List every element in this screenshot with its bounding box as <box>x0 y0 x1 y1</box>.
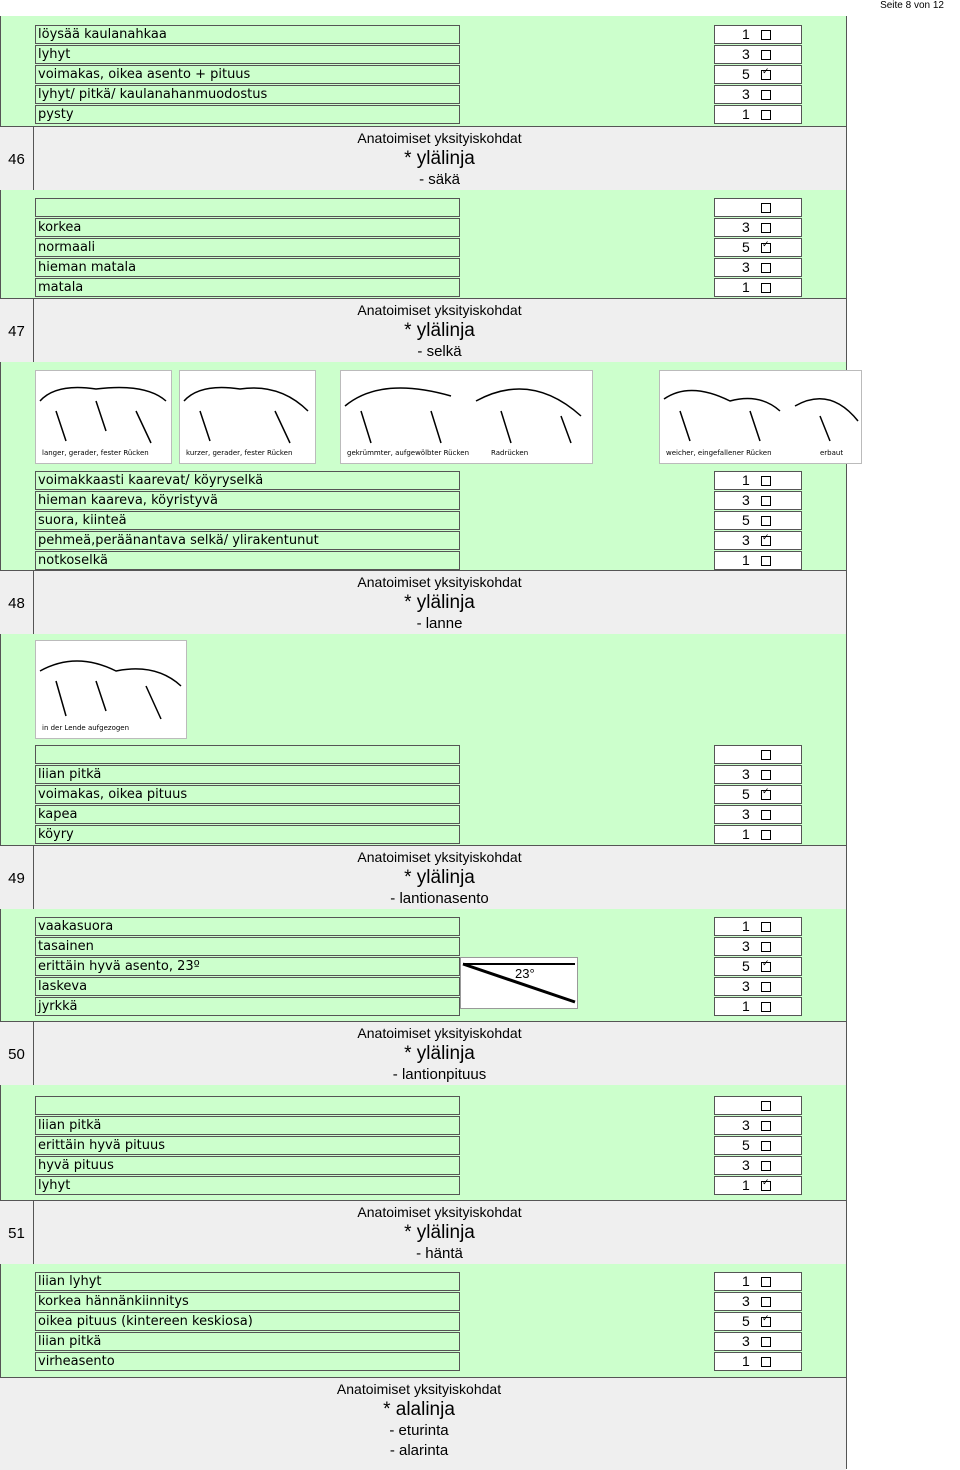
checkbox[interactable] <box>761 830 771 840</box>
option-label: laskeva <box>35 977 460 996</box>
header-title: Anatoimiset yksityiskohdat <box>357 574 522 590</box>
header-title: Anatoimiset yksityiskohdat <box>357 849 522 865</box>
loin-illustration <box>35 640 187 739</box>
croup-angle-diagram <box>460 957 578 1009</box>
checkbox[interactable] <box>761 750 771 760</box>
option-list <box>35 470 460 570</box>
score-row <box>714 1176 802 1195</box>
options-section-48 <box>0 634 846 845</box>
score-value: 3 <box>742 1117 750 1133</box>
score-value: 5 <box>742 1313 750 1329</box>
checkbox[interactable] <box>761 30 771 40</box>
score-list <box>714 1095 802 1195</box>
item-header-52 <box>0 1377 846 1470</box>
option-label: matala <box>35 278 460 297</box>
header-subline: - säkä <box>419 171 460 188</box>
checkbox[interactable] <box>761 110 771 120</box>
option-label: voimakas, oikea asento + pituus <box>35 65 460 84</box>
score-value: 5 <box>742 66 750 82</box>
item-number: 49 <box>0 846 34 910</box>
options-section-49 <box>0 909 846 1021</box>
score-value: 3 <box>742 938 750 954</box>
option-label: liian lyhyt <box>35 1272 460 1291</box>
score-row <box>714 1272 802 1291</box>
score-value: 5 <box>742 1137 750 1153</box>
score-row <box>714 491 802 510</box>
item-header-49 <box>0 845 846 911</box>
score-row <box>714 531 802 550</box>
image-caption: gekrümmter, aufgewölbter Rücken <box>347 449 470 457</box>
option-list <box>35 744 460 844</box>
options-section-50 <box>0 1085 846 1200</box>
score-row <box>714 805 802 824</box>
checkbox-checked[interactable] <box>761 536 771 546</box>
checkbox[interactable] <box>761 1121 771 1131</box>
header-title: Anatoimiset yksityiskohdat <box>357 130 522 146</box>
checkbox[interactable] <box>761 1337 771 1347</box>
checkbox[interactable] <box>761 942 771 952</box>
angle-label: 23° <box>515 966 535 981</box>
item-header-50 <box>0 1021 846 1087</box>
score-value: 3 <box>742 259 750 275</box>
option-label: pehmeä,peräänantava selkä/ ylirakentunut <box>35 531 460 550</box>
item-number: 50 <box>0 1022 34 1086</box>
score-row <box>714 745 802 764</box>
header-subline: - selkä <box>417 343 462 360</box>
back-illustration <box>340 370 593 464</box>
score-list <box>714 916 802 1016</box>
image-caption: weicher, eingefallener Rücken <box>666 449 772 457</box>
checkbox[interactable] <box>761 1277 771 1287</box>
score-row <box>714 198 802 217</box>
header-subline: - lanne <box>416 615 463 632</box>
score-row <box>714 258 802 277</box>
header-title: Anatoimiset yksityiskohdat <box>336 1381 502 1397</box>
checkbox[interactable] <box>761 50 771 60</box>
checkbox[interactable] <box>761 1161 771 1171</box>
option-label: liian pitkä <box>35 765 460 784</box>
header-title: Anatoimiset yksityiskohdat <box>357 1204 522 1220</box>
score-row <box>714 1136 802 1155</box>
score-value: 3 <box>742 46 750 62</box>
header-line: * alalinja <box>383 1399 455 1420</box>
score-row <box>714 1312 802 1331</box>
score-value: 1 <box>742 472 750 488</box>
options-section-51 <box>0 1264 846 1377</box>
score-row <box>714 551 802 570</box>
header-subline: - lantionasento <box>390 890 489 907</box>
back-illustration <box>179 370 316 464</box>
score-value: 5 <box>742 512 750 528</box>
options-section-46 <box>0 190 846 298</box>
option-label: hieman kaareva, köyristyvä <box>35 491 460 510</box>
image-caption: langer, gerader, fester Rücken <box>42 449 149 457</box>
checkbox[interactable] <box>761 922 771 932</box>
score-value: 5 <box>742 239 750 255</box>
score-row <box>714 957 802 976</box>
options-section-45 <box>0 16 846 126</box>
back-illustration <box>35 370 172 464</box>
option-label: lyhyt <box>35 1176 460 1195</box>
image-caption: Radrücken <box>491 449 529 457</box>
score-row <box>714 1352 802 1371</box>
score-row <box>714 471 802 490</box>
option-label: pysty <box>35 105 460 124</box>
option-label: lyhyt/ pitkä/ kaulanahanmuodostus <box>35 85 460 104</box>
item-number: 48 <box>0 571 34 635</box>
item-number: 47 <box>0 299 34 363</box>
header-line: * ylälinja <box>404 148 475 169</box>
option-list <box>35 1095 460 1195</box>
option-label: löysää kaulanahkaa <box>35 25 460 44</box>
score-value: 1 <box>742 552 750 568</box>
option-list <box>35 1271 460 1371</box>
header-line: * ylälinja <box>404 1222 475 1243</box>
score-value: 3 <box>742 766 750 782</box>
score-row <box>714 65 802 84</box>
header-subline: - lantionpituus <box>392 1066 487 1083</box>
score-row <box>714 977 802 996</box>
checkbox-checked[interactable] <box>761 243 771 253</box>
score-row <box>714 105 802 124</box>
option-label: köyry <box>35 825 460 844</box>
checkbox[interactable] <box>761 476 771 486</box>
score-value: 1 <box>742 1177 750 1193</box>
score-row <box>714 25 802 44</box>
checkbox[interactable] <box>761 1141 771 1151</box>
score-value: 3 <box>742 806 750 822</box>
score-list <box>714 197 802 297</box>
option-label: voimakkaasti kaarevat/ köyryselkä <box>35 471 460 490</box>
score-row <box>714 238 802 257</box>
option-label: voimakas, oikea pituus <box>35 785 460 804</box>
checkbox[interactable] <box>761 90 771 100</box>
checkbox-checked[interactable] <box>761 70 771 80</box>
score-value: 1 <box>742 1273 750 1289</box>
score-value: 3 <box>742 86 750 102</box>
score-value: 3 <box>742 492 750 508</box>
image-caption: erbaut <box>820 449 844 457</box>
score-row <box>714 937 802 956</box>
option-label: liian pitkä <box>35 1116 460 1135</box>
option-label: erittäin hyvä asento, 23º <box>35 957 460 976</box>
score-value: 1 <box>742 918 750 934</box>
header-title: Anatoimiset yksityiskohdat <box>357 1025 522 1041</box>
checkbox[interactable] <box>761 263 771 273</box>
score-row <box>714 278 802 297</box>
score-row <box>714 997 802 1016</box>
option-list <box>35 916 460 1016</box>
header-line: * ylälinja <box>404 320 475 341</box>
score-row <box>714 765 802 784</box>
score-row <box>714 85 802 104</box>
checkbox[interactable] <box>761 223 771 233</box>
score-list <box>714 744 802 844</box>
score-value: 3 <box>742 1293 750 1309</box>
option-label: hyvä pituus <box>35 1156 460 1175</box>
option-label <box>35 198 460 217</box>
option-label: tasainen <box>35 937 460 956</box>
option-label <box>35 745 460 764</box>
score-row <box>714 825 802 844</box>
image-caption: kurzer, gerader, fester Rücken <box>186 449 293 457</box>
score-value: 1 <box>742 26 750 42</box>
score-list <box>714 24 802 124</box>
score-value: 1 <box>742 1353 750 1369</box>
item-number: 51 <box>0 1201 34 1265</box>
score-row <box>714 218 802 237</box>
item-header-47 <box>0 298 846 364</box>
header-subline: - häntä <box>416 1245 463 1262</box>
checkbox-checked[interactable] <box>761 1317 771 1327</box>
option-label: liian pitkä <box>35 1332 460 1351</box>
page-number: Seite 8 von 12 <box>880 0 944 11</box>
option-label: oikea pituus (kintereen keskiosa) <box>35 1312 460 1331</box>
option-label: vaakasuora <box>35 917 460 936</box>
checkbox[interactable] <box>761 1002 771 1012</box>
checkbox[interactable] <box>761 1357 771 1367</box>
header-subline: - alarinta <box>389 1442 449 1459</box>
option-label: lyhyt <box>35 45 460 64</box>
score-value: 5 <box>742 786 750 802</box>
option-label: hieman matala <box>35 258 460 277</box>
item-header-46 <box>0 126 846 192</box>
checkbox[interactable] <box>761 982 771 992</box>
checkbox[interactable] <box>761 1101 771 1111</box>
header-title: Anatoimiset yksityiskohdat <box>357 302 522 318</box>
checkbox[interactable] <box>761 810 771 820</box>
score-row <box>714 1096 802 1115</box>
score-row <box>714 45 802 64</box>
checkbox[interactable] <box>761 770 771 780</box>
checkbox[interactable] <box>761 1297 771 1307</box>
score-value: 5 <box>742 958 750 974</box>
option-label <box>35 1096 460 1115</box>
option-label: suora, kiinteä <box>35 511 460 530</box>
options-section-47 <box>0 362 846 570</box>
score-value: 1 <box>742 106 750 122</box>
score-value: 3 <box>742 1333 750 1349</box>
option-label: kapea <box>35 805 460 824</box>
score-value: 3 <box>742 219 750 235</box>
option-label: erittäin hyvä pituus <box>35 1136 460 1155</box>
score-row <box>714 1116 802 1135</box>
checkbox-checked[interactable] <box>761 1181 771 1191</box>
score-value: 3 <box>742 978 750 994</box>
checkbox[interactable] <box>761 496 771 506</box>
image-caption: in der Lende aufgezogen <box>42 724 130 732</box>
back-illustration <box>659 370 862 464</box>
score-value: 1 <box>742 826 750 842</box>
option-list <box>35 24 460 124</box>
checkbox[interactable] <box>761 283 771 293</box>
option-label: virheasento <box>35 1352 460 1371</box>
option-label: korkea hännänkiinnitys <box>35 1292 460 1311</box>
checkbox-checked[interactable] <box>761 790 771 800</box>
checkbox-checked[interactable] <box>761 962 771 972</box>
checkbox[interactable] <box>761 556 771 566</box>
score-list <box>714 1271 802 1371</box>
score-value: 3 <box>742 532 750 548</box>
score-row <box>714 1292 802 1311</box>
header-line: * ylälinja <box>404 592 475 613</box>
checkbox[interactable] <box>761 516 771 526</box>
header-line: * ylälinja <box>404 1043 475 1064</box>
option-label: notkoselkä <box>35 551 460 570</box>
score-row <box>714 785 802 804</box>
score-row <box>714 1332 802 1351</box>
score-row <box>714 511 802 530</box>
score-row <box>714 917 802 936</box>
item-number: 46 <box>0 127 34 191</box>
score-value: 1 <box>742 279 750 295</box>
item-header-51 <box>0 1200 846 1266</box>
option-list <box>35 197 460 297</box>
score-value: 1 <box>742 998 750 1014</box>
score-row <box>714 1156 802 1175</box>
item-header-48 <box>0 570 846 636</box>
header-line: * ylälinja <box>404 867 475 888</box>
score-list <box>714 470 802 570</box>
header-subline: - eturinta <box>389 1422 449 1439</box>
option-label: normaali <box>35 238 460 257</box>
option-label: jyrkkä <box>35 997 460 1016</box>
option-label: korkea <box>35 218 460 237</box>
score-value: 3 <box>742 1157 750 1173</box>
checkbox[interactable] <box>761 203 771 213</box>
